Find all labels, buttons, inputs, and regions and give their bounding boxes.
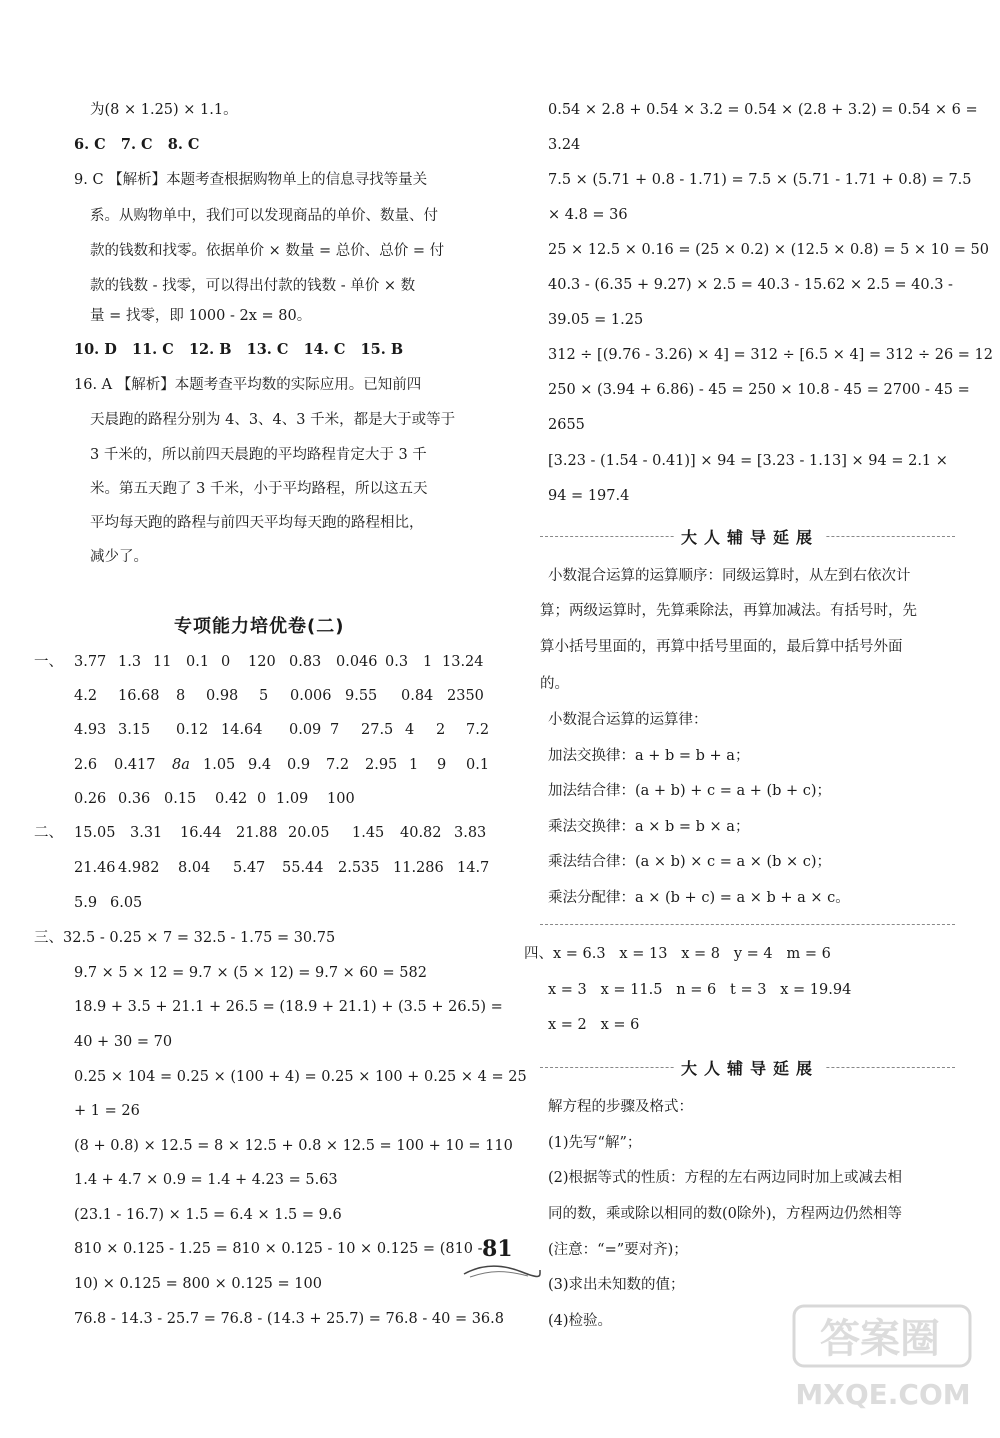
number-cell: 1.05 [203,757,236,773]
calc-line: 7.5 × (5.71 + 0.8 - 1.71) = 7.5 × (5.71 - 1.71 + 0.8) = 7.5 [548,172,972,188]
text-line: 款的钱数 - 找零，可以得出付款的钱数 - 单价 × 数 [90,278,416,294]
number-cell: 5.9 [74,895,98,911]
calc-line: 0.54 × 2.8 + 0.54 × 3.2 = 0.54 × (2.8 + 3.2) = 0.54 × 6 = [548,102,978,118]
text-line: 解方程的步骤及格式： [548,1099,693,1115]
number-cell: 2 [436,722,446,738]
number-cell: 0.417 [114,757,156,773]
number-cell: 21.88 [236,825,278,841]
calc-line: 25 × 12.5 × 0.16 = (25 × 0.2) × (12.5 × 0.8) = 5 × 10 = 50 [548,242,989,258]
number-cell: 8.04 [178,860,211,876]
text-line: 乘法分配律：a × (b + c) = a × b + a × c。 [548,890,850,906]
number-cell: 0.3 [385,654,409,670]
text-line: (4)检验。 [548,1313,613,1329]
number-cell: 0.26 [74,791,107,807]
number-row [0,755,500,775]
calc-line: 810 × 0.125 - 1.25 = 810 × 0.125 - 10 × 0.125 = (810 - [74,1241,483,1257]
calc-line: × 4.8 = 36 [548,207,628,223]
number-cell: 4.2 [74,688,98,704]
number-cell: 27.5 [361,722,394,738]
number-cell: 2.6 [74,757,98,773]
number-cell: 5.47 [233,860,266,876]
extension-heading: 大人辅导延展 [675,1056,825,1079]
number-cell: 0.83 [289,654,322,670]
text-line: (注意：“=”要对齐)； [548,1242,688,1258]
number-row [0,686,500,706]
calc-line: 2655 [548,417,585,433]
number-cell: 0.9 [287,757,311,773]
number-cell: 40.82 [400,825,442,841]
number-cell: 7.2 [326,757,350,773]
answer-line: 6. C 7. C 8. C [74,136,200,153]
number-cell: 3.83 [454,825,487,841]
number-cell: 4.982 [118,860,160,876]
number-cell: 11 [153,654,172,670]
calc-line: 40 + 30 = 70 [74,1034,173,1050]
number-cell: 3.15 [118,722,151,738]
answer-line: 10. D 11. C 12. B 13. C 14. C 15. B [74,341,404,358]
number-cell: 0.36 [118,791,151,807]
number-cell: 0.42 [215,791,248,807]
text-line: 米。第五天跑了 3 千米，小于平均路程，所以这五天 [90,481,428,497]
answer-line: 9. C 【解析】本题考查根据购物单上的信息寻找等量关 [74,172,428,188]
number-cell: 2.95 [365,757,398,773]
number-cell: 4 [405,722,415,738]
number-row [0,652,500,672]
number-cell: 100 [327,791,355,807]
text-line: (1)先写“解”； [548,1135,642,1151]
calc-line: 312 ÷ [(9.76 - 3.26) × 4] = 312 ÷ [6.5 × 4] = 312 ÷ 26 = 12 [548,347,994,363]
number-cell: 0.98 [206,688,239,704]
number-cell: 1 [409,757,419,773]
calc-line: + 1 = 26 [74,1103,140,1119]
number-cell: 0.046 [336,654,378,670]
number-cell: 1.3 [118,654,142,670]
calc-line: 39.05 = 1.25 [548,312,644,328]
text-line: 加法交换律：a + b = b + a； [548,748,750,764]
number-cell: 0.006 [290,688,332,704]
calc-line: 76.8 - 14.3 - 25.7 = 76.8 - (14.3 + 25.7) = 76.8 - 40 = 36.8 [74,1311,504,1327]
number-cell: 9.4 [248,757,272,773]
number-cell: 14.7 [457,860,490,876]
svg-text:MXQE.COM: MXQE.COM [795,1378,971,1411]
text-line: 同的数，乘或除以相同的数(0除外)，方程两边仍然相等 [548,1206,903,1222]
number-cell: 2350 [447,688,484,704]
calc-line: 0.25 × 104 = 0.25 × (100 + 4) = 0.25 × 100 + 0.25 × 4 = 25 [74,1069,527,1085]
text-line: 减少了。 [90,549,148,565]
number-cell: 1.45 [352,825,385,841]
number-cell: 14.64 [221,722,263,738]
number-cell: 55.44 [282,860,324,876]
number-cell: 16.44 [180,825,222,841]
text-line: 款的钱数和找零。依据单价 × 数量 = 总价、总价 = 付 [90,243,445,259]
page-number: 81 [482,1236,513,1262]
calc-line: 40.3 - (6.35 + 9.27) × 2.5 = 40.3 - 15.62 × 2.5 = 40.3 - [548,277,953,293]
number-row [0,858,500,878]
number-cell: 11.286 [393,860,444,876]
number-cell: 16.68 [118,688,160,704]
text-line: (2)根据等式的性质：方程的左右两边同时加上或减去相 [548,1170,903,1186]
calc-line: 10) × 0.125 = 800 × 0.125 = 100 [74,1276,322,1292]
answer-line: 四、x = 6.3 x = 13 x = 8 y = 4 m = 6 [524,946,831,962]
number-cell: 9.55 [345,688,378,704]
text-line: 小数混合运算的运算律： [548,712,708,728]
watermark-icon [788,1302,978,1420]
text-line: 算；两级运算时，先算乘除法，再算加减法。有括号时，先 [540,603,917,619]
number-cell: 9 [437,757,447,773]
number-cell: 0.09 [289,722,322,738]
answer-line: x = 2 x = 6 [548,1017,640,1033]
text-line: 的。 [540,676,569,692]
number-cell: 0.1 [186,654,210,670]
extension-heading: 大人辅导延展 [675,525,825,548]
text-line: 乘法结合律：(a × b) × c = a × (b × c)； [548,854,832,870]
calc-line: 9.7 × 5 × 12 = 9.7 × (5 × 12) = 9.7 × 60 = 582 [74,965,427,981]
number-cell: 120 [248,654,276,670]
text-line: 3 千米的，所以前四天晨跑的平均路程肯定大于 3 千 [90,447,427,463]
number-row [0,893,500,913]
text-line: 小数混合运算的运算顺序：同级运算时，从左到右依次计 [548,568,911,584]
text-line: 乘法交换律：a × b = b × a； [548,819,750,835]
number-cell: 0 [257,791,267,807]
number-cell: 8a [172,757,190,773]
text-line: 平均每天跑的路程与前四天平均每天跑的路程相比， [90,515,424,531]
number-cell: 13.24 [442,654,484,670]
number-cell: 0.1 [466,757,490,773]
calc-line: (8 + 0.8) × 12.5 = 8 × 12.5 + 0.8 × 12.5 = 100 + 10 = 110 [74,1138,513,1154]
number-cell: 1 [423,654,433,670]
page-ornament-icon [462,1262,542,1280]
number-cell: 7 [330,722,340,738]
calc-line: 三、32.5 - 0.25 × 7 = 32.5 - 1.75 = 30.75 [34,930,336,946]
number-cell: 1.09 [276,791,309,807]
calc-line: 94 = 197.4 [548,488,630,504]
watermark-logo [788,1302,978,1420]
svg-text:答案圈: 答案圈 [820,1316,940,1362]
text-line: 量 = 找零，即 1000 - 2x = 80。 [90,308,312,324]
number-cell: 2.535 [338,860,380,876]
calc-line: 18.9 + 3.5 + 21.1 + 26.5 = (18.9 + 21.1) + (3.5 + 26.5) = [74,999,503,1015]
number-cell: 3.77 [74,654,107,670]
number-cell: 0 [221,654,231,670]
dashed-divider [540,924,955,925]
calc-line: 1.4 + 4.7 × 0.9 = 1.4 + 4.23 = 5.63 [74,1172,338,1188]
number-cell: 21.46 [74,860,116,876]
text-line: 为(8 × 1.25) × 1.1。 [90,102,238,118]
text-line: 天晨跑的路程分别为 4、3、4、3 千米，都是大于或等于 [90,412,456,428]
number-cell: 5 [259,688,269,704]
calc-line: 250 × (3.94 + 6.86) - 45 = 250 × 10.8 - 45 = 2700 - 45 = [548,382,970,398]
text-line: 算小括号里面的，再算中括号里面的，最后算中括号外面 [540,639,903,655]
number-cell: 20.05 [288,825,330,841]
answer-line: x = 3 x = 11.5 n = 6 t = 3 x = 19.94 [548,982,852,998]
number-cell: 0.15 [164,791,197,807]
number-cell: 3.31 [130,825,163,841]
number-cell: 15.05 [74,825,116,841]
number-cell: 4.93 [74,722,107,738]
section-title: 专项能力培优卷(二) [174,616,345,637]
number-row [0,823,500,843]
number-cell: 8 [176,688,186,704]
text-line: 加法结合律：(a + b) + c = a + (b + c)； [548,783,832,799]
number-cell: 6.05 [110,895,143,911]
answer-line: 16. A 【解析】本题考查平均数的实际应用。已知前四 [74,377,422,393]
number-cell: 0.12 [176,722,209,738]
text-line: (3)求出未知数的值； [548,1277,685,1293]
calc-line: 3.24 [548,137,581,153]
number-cell: 7.2 [466,722,490,738]
number-row [0,789,500,809]
number-row [0,720,500,740]
calc-line: [3.23 - (1.54 - 0.41)] × 94 = [3.23 - 1.13] × 94 = 2.1 × [548,453,948,469]
calc-line: (23.1 - 16.7) × 1.5 = 6.4 × 1.5 = 9.6 [74,1207,342,1223]
number-cell: 0.84 [401,688,434,704]
text-line: 系。从购物单中，我们可以发现商品的单价、数量、付 [90,208,438,224]
